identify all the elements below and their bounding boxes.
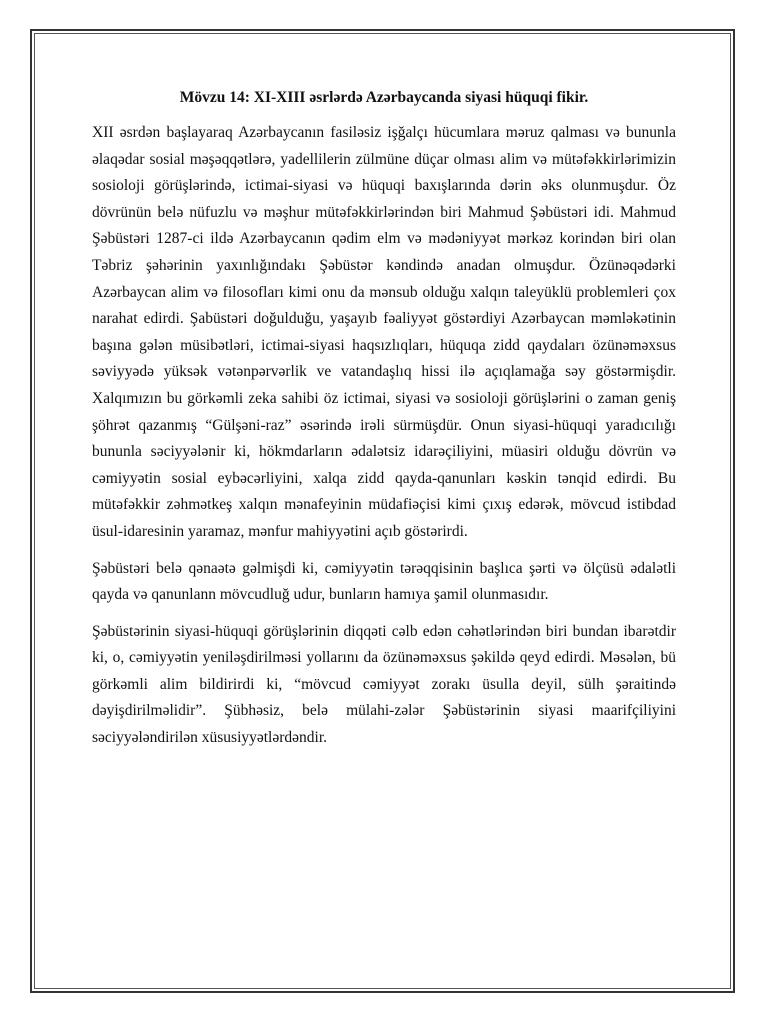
document-body: [92, 86, 676, 762]
paragraph-3: Şəbüstərinin siyasi-hüquqi görüşlərinin diqqəti cəlb edən cəhətlərindən biri bundan ibarətdir ki, o, cəmiyyətin yeniləşdirilməsi yollarını da özünəməxsus şəkildə qeyd edirdi. Məsələn, bü görkəmli alim bildirirdi ki, “mövcud cəmiyyət zorakı üsulla deyil, sülh şəraitində dəyişdirilməlidir”. Şübhəsiz, belə mülahi-zələr Şəbüstərinin siyasi maarifçiliyini səciyyələndirilən xüsusiyyətlərdəndir.: [92, 622, 676, 747]
paragraph-2: Şəbüstəri belə qənaətə gəlmişdi ki, cəmiyyətin tərəqqisinin başlıca şərti və ölçüsü ədalətli qayda və qanunlann mövcudluğ udur, bunların hamıya şamil olunmasıdır.: [92, 559, 676, 604]
document-title: Mövzu 14: XI-XIII əsrlərdə Azərbaycanda siyasi hüquqi fikir.: [179, 89, 589, 106]
paragraph-1: XII əsrdən başlayaraq Azərbaycanın fasiləsiz işğalçı hücumlara məruz qalması və bununla əlaqədar sosial məşəqqətlərə, yadellilerin zülmüne düçar olması alim və mütəfəkkirlərimizin sosioloji görüşlərində, ictimai-siyasi və hüquqi baxışlarında dərin əks olunmuşdur. Öz dövrünün belə nüfuzlu və məşhur mütəfəkkirlərindən biri Mahmud Şəbüstəri idi. Mahmud Şəbüstəri 1287-ci ildə Azərbaycanın qədim elm və mədəniyyət mərkəz korindən biri olan Təbriz şəhərinin yaxınlığındakı Şəbüstər kəndində anadan olmuşdur. Özünəqədərki Azərbaycan alim və filosofları kimi onu da mənsub olduğu xalqın taleyüklü problemleri çox narahat edirdi. Şabüstəri doğulduğu, yaşayıb fəaliyyət göstərdiyi Azərbaycan məmləkətinin başına gələn müsibətləri, ictimai-siyasi haqsızlıqları, hüquqa zidd qaydaları özünəməxsus səviyyədə yüksək vətənpərvərlik ve vatandaşlıq hissi ilə açıqlamağa səy göstərmişdir. Xalqımızın bu görkəmli zeka sahibi öz ictimai, siyasi və sosioloji görüşlərini o zaman geniş şöhrət qazanmış “Gülşəni-raz” əsərində irəli sürmüşdür. Onun siyasi-hüquqi yaradıcılığı bununla səciyyələnir ki, hökmdarların ədalətsiz idarəçiliyini, müasiri olduğu dövrün və cəmiyyətin sosial eybəcərliyini, xalqa zidd qayda-qanunları kəskin tənqid edirdi. Bu mütəfəkkir zəhmətkeş xalqın mənafeyinin müdafiəçisi kimi çıxış edərək, mövcud istibdad üsul-idaresinin yaramaz, mənfur mahiyyətini açıb göstərirdi.: [92, 124, 676, 540]
